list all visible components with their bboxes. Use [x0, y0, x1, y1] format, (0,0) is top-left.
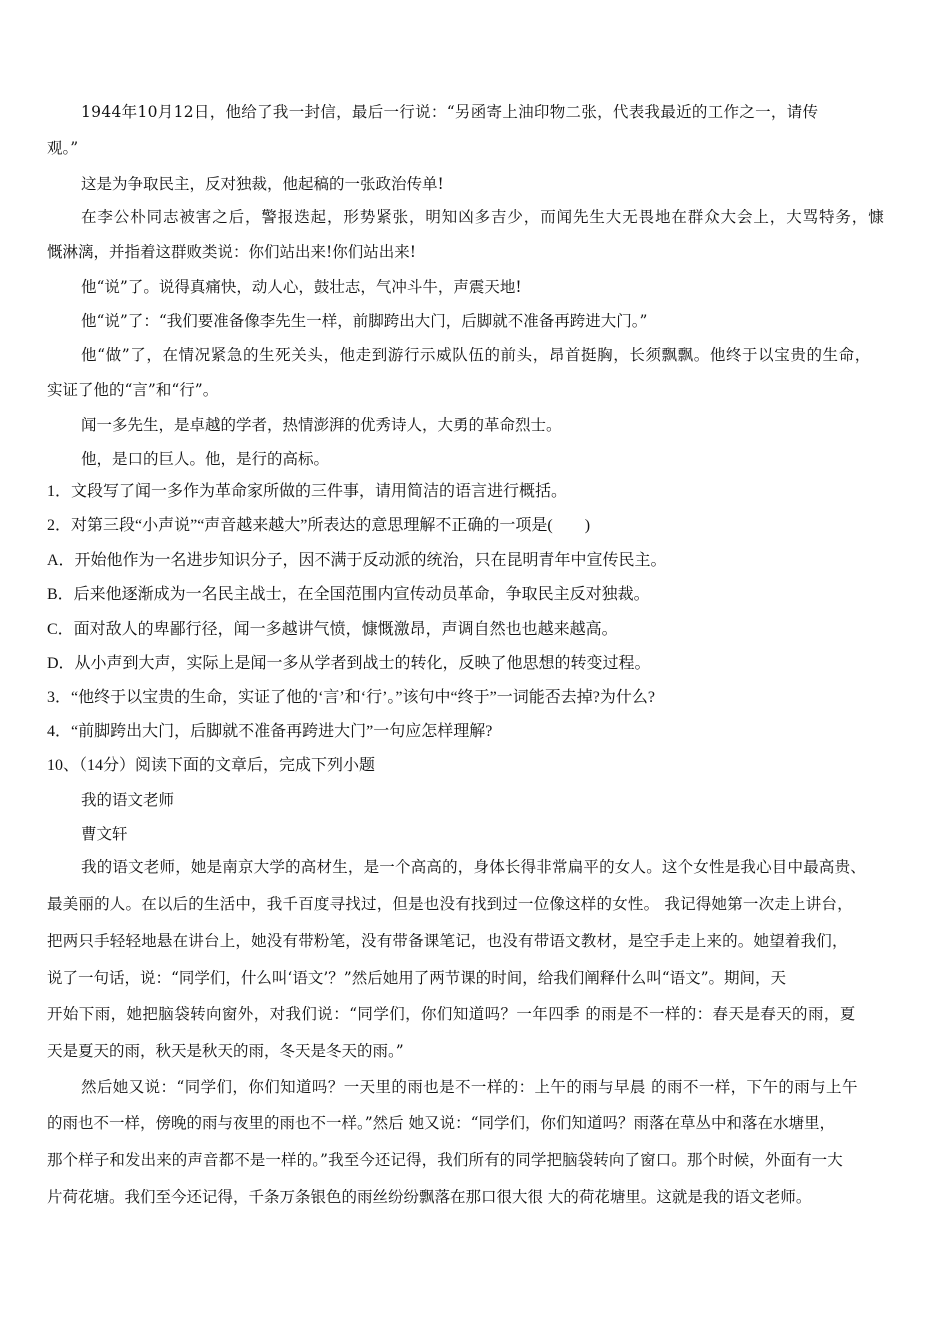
passage-line: 观。”	[47, 139, 79, 157]
option-b: B．后来他逐渐成为一名民主战士，在全国范围内宣传动员革命，争取民主反对独裁。	[47, 586, 650, 603]
passage-line: 1944年10月12日，他给了我一封信，最后一行说：“另函寄上油印物二张，代表我最近的工作之一，请传	[81, 103, 819, 121]
article-line: 片荷花塘。我们至今还记得，千条万条银色的雨丝纷纷飘落在那口很大很 大的荷花塘里。这就是我的语文老师。	[47, 1188, 812, 1206]
question-1: 1．文段写了闻一多作为革命家所做的三件事，请用简洁的语言进行概括。	[47, 483, 568, 500]
article-line: 我的语文老师，她是南京大学的高材生，是一个高高的，身体长得非常扁平的女人。这个女性是我心目中最高贵、	[81, 858, 867, 876]
article-line: 的雨也不一样，傍晚的雨与夜里的雨也不一样。”然后 她又说：“同学们，你们知道吗？雨落在草丛中和落在水塘里，	[47, 1114, 836, 1132]
passage-line: 他“说”了。说得真痛快，动人心，鼓壮志，气冲斗牛，声震天地!	[81, 278, 522, 296]
passage-line: 这是为争取民主，反对独裁，他起稿的一张政治传单!	[81, 175, 444, 193]
article-line: 天是夏天的雨，秋天是秋天的雨，冬天是冬天的雨。”	[47, 1042, 404, 1060]
option-c: C．面对敌人的卑鄙行径，闻一多越讲气愤，慷慨激昂，声调自然也也越来越高。	[47, 621, 618, 638]
passage-line: 他，是口的巨人。他，是行的高标。	[81, 450, 330, 468]
article-line: 然后她又说：“同学们，你们知道吗？一天里的雨也是不一样的：上午的雨与早晨 的雨不一样，下午的雨与上午	[81, 1078, 858, 1096]
article-title: 我的语文老师	[81, 791, 175, 809]
option-d: D．从小声到大声，实际上是闻一多从学者到战士的转化，反映了他思想的转变过程。	[47, 655, 651, 672]
passage-line: 他“做”了，在情况紧急的生死关头，他走到游行示威队伍的前头，昂首挺胸，长须飘飘。他终于以宝贵的生命，	[81, 346, 871, 364]
option-a: A．开始他作为一名进步知识分子，因不满于反动派的统治，只在昆明青年中宣传民主。	[47, 552, 667, 569]
question-4: 4．“前脚跨出大门，后脚就不准备再跨进大门”一句应怎样理解?	[47, 723, 493, 740]
article-author: 曹文轩	[81, 825, 128, 843]
article-line: 说了一句话，说：“同学们，什么叫‘语文’？”然后她用了两节课的时间，给我们阐释什么叫“语文”。期间，天	[47, 969, 787, 987]
passage-line: 他“说”了：“我们要准备像李先生一样，前脚跨出大门，后脚就不准备再跨进大门。”	[81, 312, 648, 330]
article-line: 最美丽的人。在以后的生活中，我千百度寻找过，但是也没有找到过一位像这样的女性。 我记得她第一次走上讲台，	[47, 895, 853, 913]
section-10-heading: 10、（14分）阅读下面的文章后，完成下列小题	[47, 757, 376, 774]
passage-line: 慨淋漓，并指着这群败类说：你们站出来!你们站出来!	[47, 243, 416, 261]
article-line: 开始下雨，她把脑袋转向窗外，对我们说：“同学们，你们知道吗？一年四季 的雨是不一样的：春天是春天的雨，夏	[47, 1005, 856, 1023]
question-3: 3．“他终于以宝贵的生命，实证了他的‘言’和‘行’。”该句中“终于”一词能否去掉?为什么?	[47, 689, 655, 706]
question-2: 2．对第三段“小声说”“声音越来越大”所表达的意思理解不正确的一项是( )	[47, 517, 591, 534]
passage-line: 闻一多先生，是卓越的学者，热情澎湃的优秀诗人，大勇的革命烈士。	[81, 416, 562, 434]
passage-line: 在李公朴同志被害之后，警报迭起，形势紧张，明知凶多吉少，而闻先生大无畏地在群众大会上，大骂特务，慷	[81, 208, 885, 226]
article-line: 那个样子和发出来的声音都不是一样的。”我至今还记得，我们所有的同学把脑袋转向了窗口。那个时候，外面有一大	[47, 1151, 843, 1169]
passage-line: 实证了他的“言”和“行”。	[47, 381, 219, 399]
article-line: 把两只手轻轻地悬在讲台上，她没有带粉笔，没有带备课笔记，也没有带语文教材，是空手走上来的。她望着我们，	[47, 932, 848, 950]
